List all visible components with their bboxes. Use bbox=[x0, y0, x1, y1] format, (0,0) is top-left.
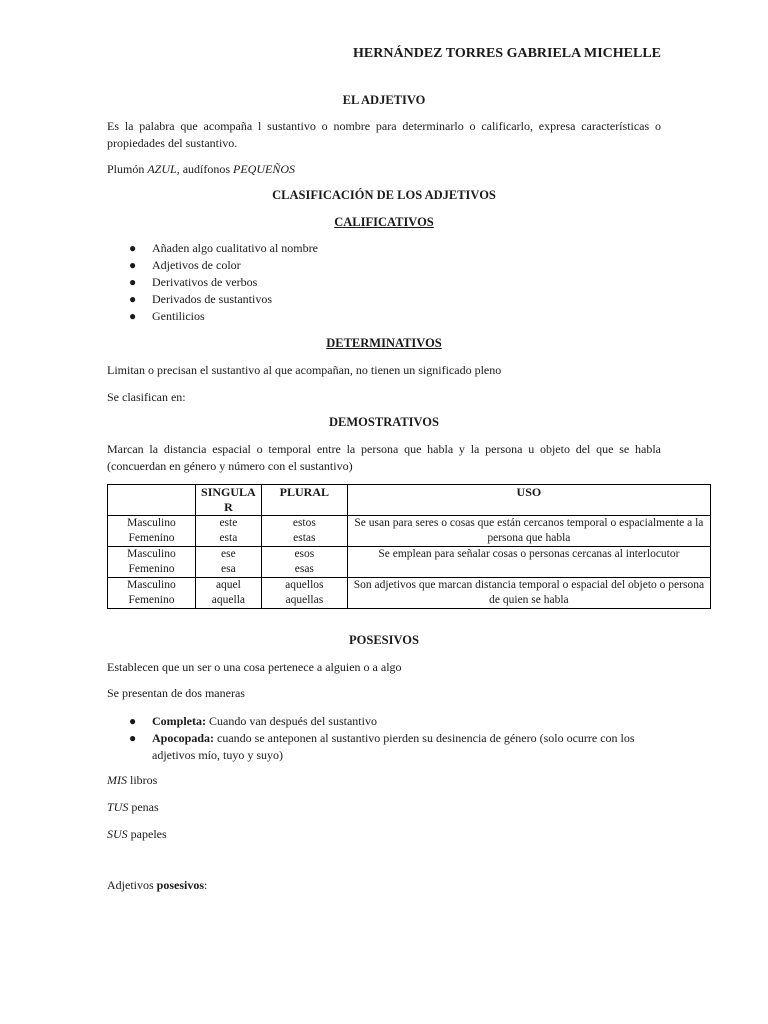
posesivos-heading: POSESIVOS bbox=[349, 633, 419, 647]
bullet-icon: ● bbox=[129, 258, 137, 272]
bullet-icon: ● bbox=[129, 309, 137, 323]
posesivos-list bbox=[107, 713, 667, 764]
bullet-icon: ● bbox=[129, 275, 137, 289]
list-item: ● Gentilicios bbox=[129, 309, 205, 323]
list-item: ● Apocopada: cuando se anteponen al sustantivo pierden su desinencia de género (solo ocurre con los adjetivos mío, tuyo y suyo) bbox=[129, 731, 635, 762]
possessive-example: TUS penas bbox=[107, 800, 159, 814]
plural-cell: aquellos aquellas bbox=[261, 578, 347, 609]
author-name: HERNÁNDEZ TORRES GABRIELA MICHELLE bbox=[353, 46, 661, 61]
bullet-icon: ● bbox=[129, 714, 137, 728]
bullet-label: Completa: bbox=[152, 714, 206, 728]
possessive-word: TUS bbox=[107, 800, 129, 814]
gender-cell: Masculino Femenino bbox=[108, 547, 196, 578]
posesivos-footer: Adjetivos posesivos: bbox=[107, 878, 208, 892]
bullet-icon: ● bbox=[129, 731, 137, 745]
list-item: ● Completa: Cuando van después del sustantivo bbox=[129, 714, 377, 728]
example-word-pequenos: PEQUEÑOS bbox=[233, 162, 296, 176]
calificativos-heading: CALIFICATIVOS bbox=[334, 215, 434, 229]
example-middle: , audífonos bbox=[176, 162, 234, 176]
calificativos-list bbox=[107, 240, 667, 325]
example-prefix: Plumón bbox=[107, 162, 148, 176]
footer-bold: posesivos bbox=[156, 878, 205, 892]
determinativos-heading: DETERMINATIVOS bbox=[326, 336, 442, 350]
bullet-label: Apocopada: bbox=[152, 731, 215, 745]
list-item: ● Derivados de sustantivos bbox=[129, 292, 272, 306]
manners-text: Se presentan de dos maneras bbox=[107, 686, 245, 700]
uso-cell: Se usan para seres o cosas que están cercanos temporal o espacialmente a la persona que habla bbox=[347, 516, 710, 547]
demostrativos-heading: DEMOSTRATIVOS bbox=[329, 415, 439, 429]
list-item: ● Derivativos de verbos bbox=[129, 275, 258, 289]
example-line bbox=[107, 161, 661, 178]
singular-cell: este esta bbox=[195, 516, 261, 547]
singular-cell: ese esa bbox=[195, 547, 261, 578]
demostrativos-text: Marcan la distancia espacial o temporal entre la persona que habla y la persona u objeto del que se habla (concuerdan en género y número con el sustantivo) bbox=[107, 442, 661, 473]
classified-text: Se clasifican en: bbox=[107, 390, 186, 404]
definition-paragraph: Es la palabra que acompaña l sustantivo o nombre para determinarlo o calificarlo, expresa características o propiedades del sustantivo. bbox=[107, 119, 661, 150]
singular-cell: aquel aquella bbox=[195, 578, 261, 609]
plural-cell: estos estas bbox=[261, 516, 347, 547]
table-header-row bbox=[108, 485, 711, 516]
uso-cell: Se emplean para señalar cosas o personas cercanas al interlocutor bbox=[347, 547, 710, 578]
table-row bbox=[108, 516, 711, 547]
classification-heading: CLASIFICACIÓN DE LOS ADJETIVOS bbox=[272, 188, 496, 202]
header-cell-empty bbox=[108, 485, 196, 516]
possessive-example: MIS libros bbox=[107, 773, 158, 787]
demostrativos-table bbox=[107, 484, 711, 609]
possessive-word: SUS bbox=[107, 827, 128, 841]
header-cell-uso: USO bbox=[347, 485, 710, 516]
determinativos-text: Limitan o precisan el sustantivo al que acompañan, no tienen un significado pleno bbox=[107, 363, 502, 377]
example-word-azul: AZUL bbox=[147, 162, 177, 176]
plural-cell: esos esas bbox=[261, 547, 347, 578]
header-cell-singular: SINGULA R bbox=[195, 485, 261, 516]
list-item: ● Añaden algo cualitativo al nombre bbox=[129, 241, 318, 255]
page-title: EL ADJETIVO bbox=[342, 93, 426, 107]
table-row bbox=[108, 547, 711, 578]
gender-cell: Masculino Femenino bbox=[108, 516, 196, 547]
possessive-example: SUS papeles bbox=[107, 827, 167, 841]
posesivos-text: Establecen que un ser o una cosa pertenece a alguien o a algo bbox=[107, 660, 402, 674]
uso-cell: Son adjetivos que marcan distancia temporal o espacial del objeto o persona de quien se habla bbox=[347, 578, 710, 609]
bullet-icon: ● bbox=[129, 241, 137, 255]
list-item: ● Adjetivos de color bbox=[129, 258, 241, 272]
table-row bbox=[108, 578, 711, 609]
bullet-icon: ● bbox=[129, 292, 137, 306]
header-cell-plural: PLURAL bbox=[261, 485, 347, 516]
possessive-word: MIS bbox=[107, 773, 127, 787]
gender-cell: Masculino Femenino bbox=[108, 578, 196, 609]
